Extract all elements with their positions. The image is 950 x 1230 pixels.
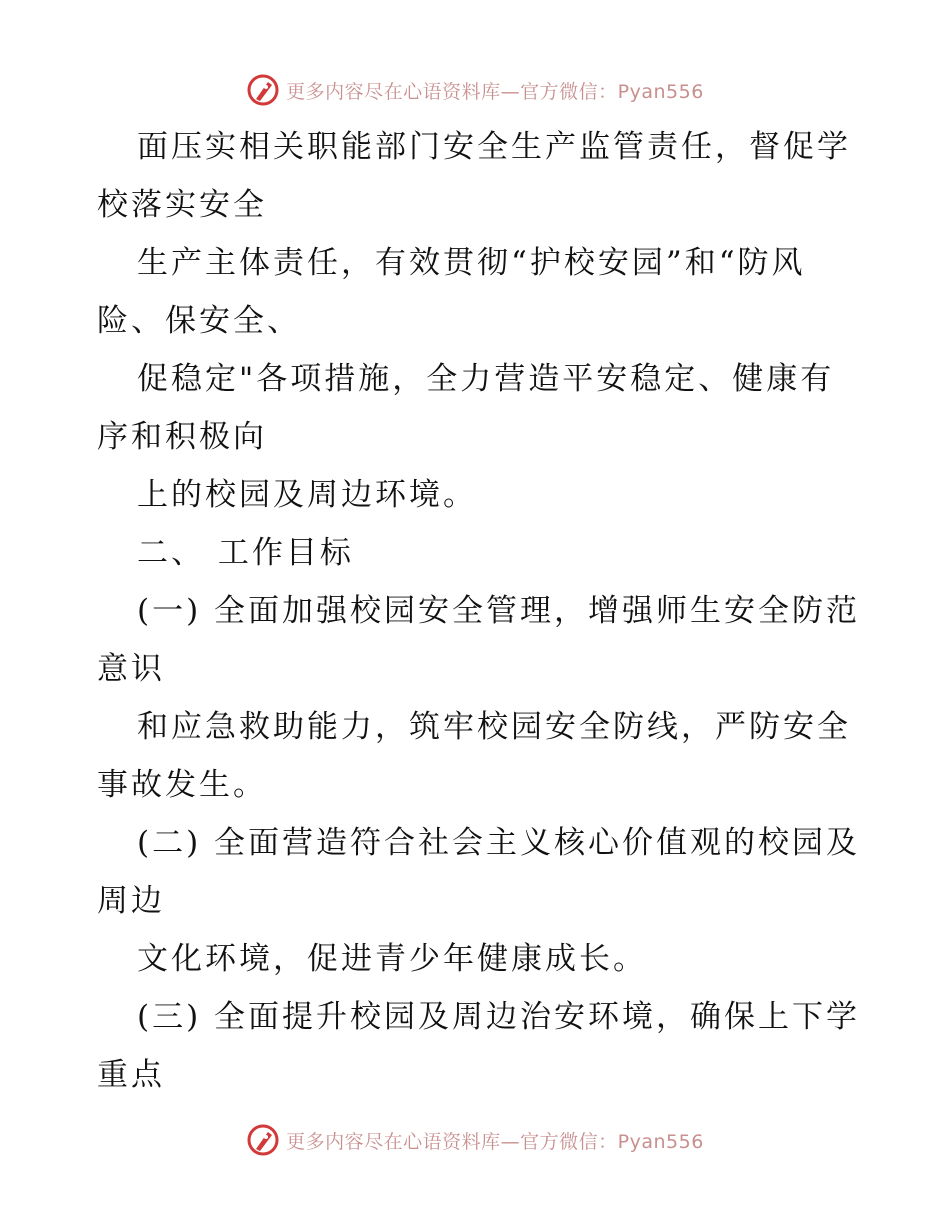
paragraph-line: (三) 全面提升校园及周边治安环境，确保上下学 [137,999,861,1035]
paragraph-line: 面压实相关职能部门安全生产监管责任，督促学 [137,129,851,165]
paragraph-line: 险、保安全、 [97,303,301,339]
pen-nib-logo-icon [246,1123,280,1157]
paragraph-line: (一) 全面加强校园安全管理，增强师生安全防范 [137,593,861,629]
header-watermark [0,70,950,110]
pen-nib-logo-icon [246,73,280,107]
paragraph-line: (二) 全面营造符合社会主义核心价值观的校园及 [137,825,861,861]
watermark-text: 更多内容尽在心语资料库—官方微信：Pyan556 [286,80,704,103]
paragraph-line: 促稳定"各项措施，全力营造平安稳定、健康有 [137,361,835,397]
footer-watermark [0,1120,950,1160]
paragraph-line: 生产主体责任，有效贯彻“护校安园”和“防风 [137,245,806,281]
paragraph-line: 校落实安全 [97,187,267,223]
paragraph-line: 文化环境，促进青少年健康成长。 [137,941,647,977]
paragraph-line: 二、 工作目标 [137,535,354,571]
document-body [97,118,861,1104]
watermark-text: 更多内容尽在心语资料库—官方微信：Pyan556 [286,1130,704,1153]
paragraph-line: 意识 [97,651,165,687]
paragraph-line: 周边 [97,883,165,919]
paragraph-line: 序和积极向 [97,419,267,455]
paragraph-line: 上的校园及周边环境。 [137,477,477,513]
paragraph-line: 重点 [97,1057,165,1093]
paragraph-line: 事故发生。 [97,767,267,803]
paragraph-line: 和应急救助能力，筑牢校园安全防线，严防安全 [137,709,851,745]
